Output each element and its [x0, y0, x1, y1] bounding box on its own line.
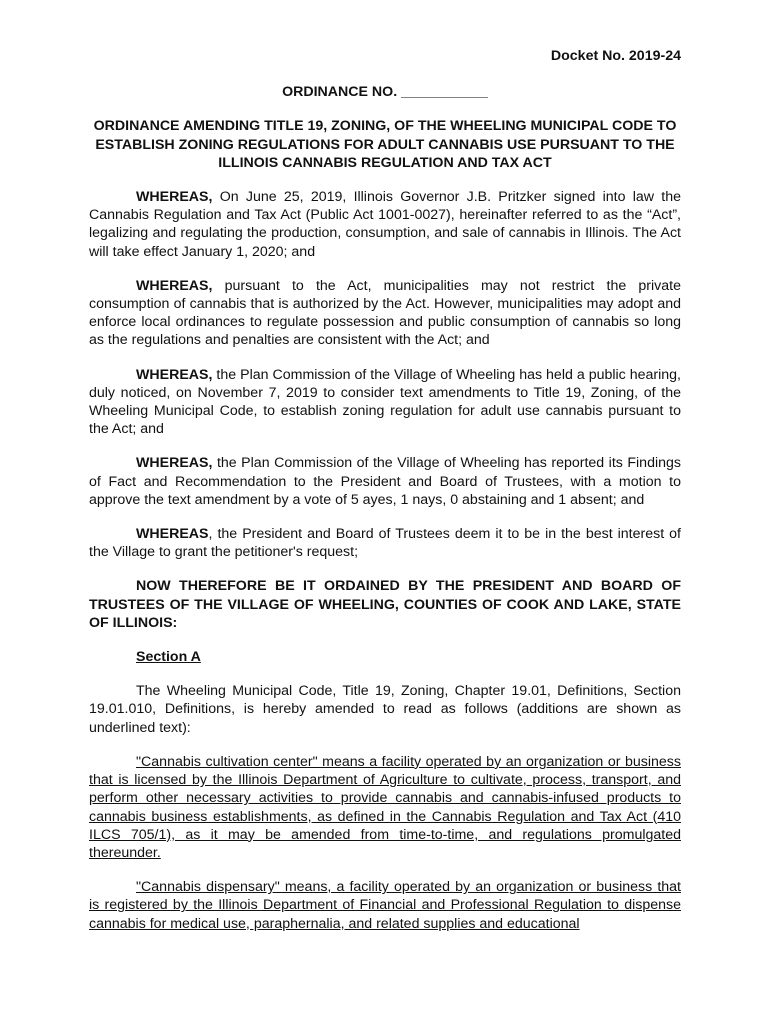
ordinance-number: ORDINANCE NO. ___________ [282, 84, 488, 101]
whereas-paragraph [89, 454, 681, 509]
definition-cultivation-center: "Cannabis cultivation center" means a facility operated by an organization or business that is licensed by the Illinois Department of Agriculture to cultivate, process, transport, and perform other necessary activities to provide cannabis and cannabis-infused products to cannabis business establishments, as defined in the Cannabis Regulation and Tax Act (410 ILCS 705/1), as it may be amended from time-to-time, and regulations promulgated thereunder. [89, 753, 681, 861]
whereas-paragraph [89, 366, 681, 439]
whereas-paragraph [89, 277, 681, 350]
whereas-lead: WHEREAS, [136, 277, 213, 294]
section-intro: The Wheeling Municipal Code, Title 19, Zoning, Chapter 19.01, Definitions, Section 19.01.010, Definitions, is hereby amended to read as follows (additions are shown as underlined text): [89, 683, 681, 736]
whereas-text: pursuant to the Act, municipalities may not restrict the private consumption of cannabis that is authorized by the Act. However, municipalities may adopt and enforce local ordinances to regulate possession and public consumption of cannabis so long as the regulations and penalties are consistent with the Act; and [89, 277, 681, 349]
whereas-text: the Plan Commission of the Village of Wheeling has held a public hearing, duly noticed, on November 7, 2019 to consider text amendments to Title 19, Zoning, of the Wheeling Municipal Code, to establish zoning regulation for adult use cannabis pursuant to the Act; and [89, 366, 681, 438]
ordinance-title: ORDINANCE AMENDING TITLE 19, ZONING, OF THE WHEELING MUNICIPAL CODE TO ESTABLISH ZONING REGULATIONS FOR ADULT CANNABIS USE PURSUANT TO THE ILLINOIS CANNABIS REGULATION AND TAX ACT [93, 118, 677, 171]
whereas-text: , the President and Board of Trustees deem it to be in the best interest of the Village to grant the petitioner's request; [89, 526, 681, 561]
section-heading: Section A [136, 649, 201, 666]
whereas-lead: WHEREAS, [136, 455, 213, 472]
whereas-text: On June 25, 2019, Illinois Governor J.B. Pritzker signed into law the Cannabis Regulation and Tax Act (Public Act 1001-0027), hereinafter referred to as the “Act”, legalizing and regulating the production, consumption, and sale of cannabis in Illinois. The Act will take effect January 1, 2020; and [89, 189, 681, 260]
whereas-paragraph [89, 525, 681, 561]
whereas-lead: WHEREAS [136, 526, 209, 543]
docket-number: Docket No. 2019-24 [550, 48, 681, 64]
definition-dispensary: "Cannabis dispensary" means, a facility operated by an organization or business that is registered by the Illinois Department of Financial and Professional Regulation to dispense cannabis for medical use, paraphernalia, and related supplies and educational [89, 879, 681, 932]
whereas-lead: WHEREAS, [136, 189, 213, 206]
whereas-paragraph [89, 188, 681, 261]
whereas-text: the Plan Commission of the Village of Wheeling has reported its Findings of Fact and Recommendation to the President and Board of Trustees, with a motion to approve the text amendment by a vote of 5 ayes, 1 nays, 0 abstaining and 1 absent; and [89, 455, 681, 508]
whereas-lead: WHEREAS, [136, 366, 213, 383]
ordaining-clause: NOW THEREFORE BE IT ORDAINED BY THE PRESIDENT AND BOARD OF TRUSTEES OF THE VILLAGE OF WHEELING, COUNTIES OF COOK AND LAKE, STATE OF ILLINOIS: [89, 578, 681, 631]
